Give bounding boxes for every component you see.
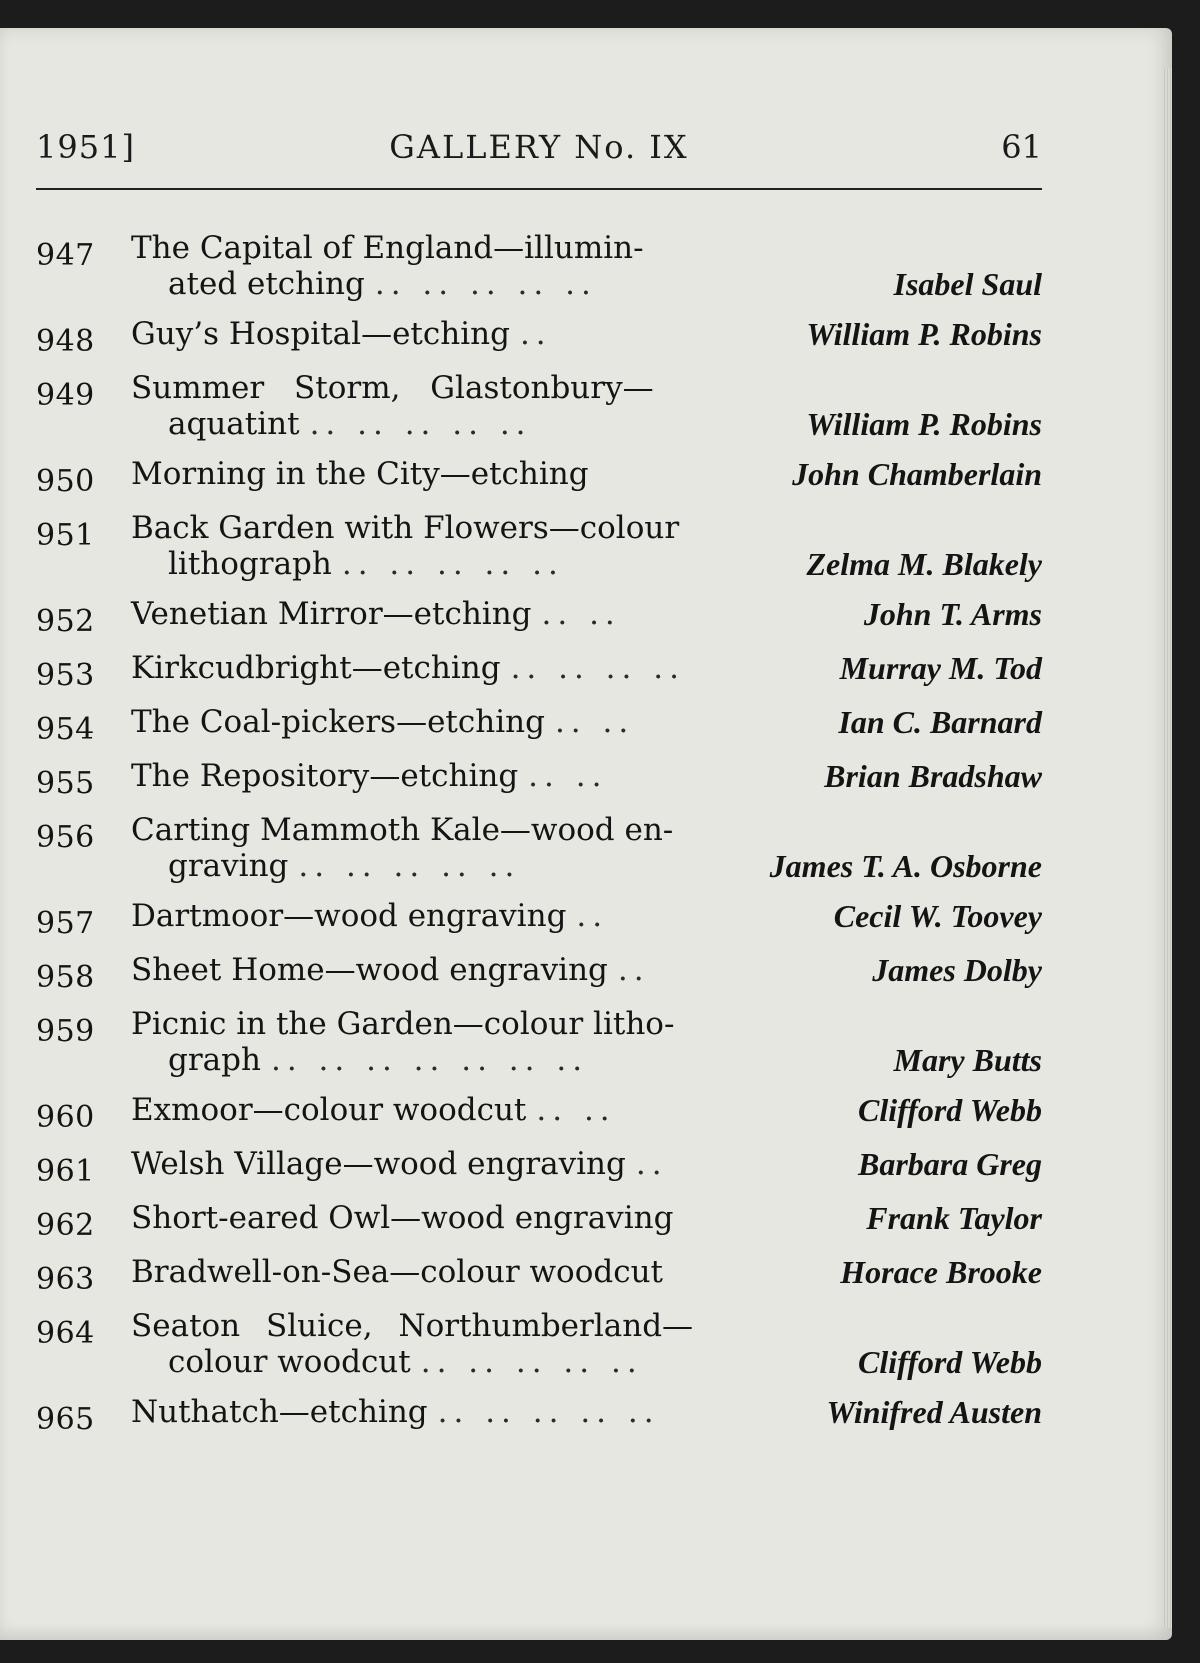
dot-leader: .. .. .. .. ..: [298, 848, 521, 884]
artist-name: Mary Butts: [893, 1042, 1042, 1078]
artist-name: Zelma M. Blakely: [806, 546, 1042, 582]
entry-number: 964: [36, 1316, 95, 1351]
entry-title-continued: colour woodcut: [168, 1344, 411, 1380]
entry-title: Short-eared Owl—wood engraving: [131, 1200, 674, 1236]
catalogue-entry: [36, 316, 1042, 359]
dot-leader: .. ..: [541, 596, 621, 632]
artist-name: Ian C. Barnard: [838, 704, 1042, 740]
catalogue-entry: [36, 1146, 1042, 1189]
entry-title: Kirkcudbright—etching: [131, 650, 501, 686]
entry-number: 947: [36, 238, 95, 273]
dot-leader: .. .. .. .. ..: [309, 406, 532, 442]
catalogue-entry: [36, 370, 1042, 442]
artist-name: John Chamberlain: [792, 456, 1042, 492]
catalogue-entry: [36, 510, 1042, 582]
entry-title: Dartmoor—wood engraving: [131, 898, 567, 934]
catalogue-list: [36, 206, 1042, 1437]
entry-title-continued: graving: [168, 848, 289, 884]
header-rule: [36, 188, 1042, 190]
artist-name: Clifford Webb: [857, 1344, 1042, 1380]
artist-name: James Dolby: [872, 952, 1042, 988]
artist-name: James T. A. Osborne: [769, 848, 1042, 884]
catalogue-entry: [36, 898, 1042, 941]
entry-title: Carting Mammoth Kale—wood en-: [131, 812, 674, 848]
entry-number: 961: [36, 1154, 95, 1189]
dot-leader: ..: [635, 1146, 668, 1182]
entry-title: Back Garden with Flowers—colour: [131, 510, 680, 546]
book-page: [0, 28, 1172, 1640]
dot-leader: .. .. .. .. ..: [341, 546, 564, 582]
header-title: GALLERY No. IX: [389, 128, 689, 166]
catalogue-entry: [36, 952, 1042, 995]
header-year: 1951]: [36, 128, 135, 166]
entry-number: 952: [36, 604, 95, 639]
artist-name: Isabel Saul: [893, 266, 1042, 302]
running-header: [36, 128, 1042, 178]
catalogue-entry: [36, 1006, 1042, 1078]
artist-name: Frank Taylor: [866, 1200, 1042, 1236]
artist-name: William P. Robins: [806, 316, 1042, 352]
artist-name: Barbara Greg: [857, 1146, 1042, 1182]
entry-title: Exmoor—colour woodcut: [131, 1092, 527, 1128]
dot-leader: .. .. .. .. .. .. ..: [270, 1042, 589, 1078]
entry-number: 949: [36, 378, 95, 413]
entry-number: 963: [36, 1262, 95, 1297]
entry-number: 965: [36, 1402, 95, 1437]
entry-number: 958: [36, 960, 95, 995]
entry-title: Guy’s Hospital—etching: [131, 316, 510, 352]
dot-leader: ..: [617, 952, 650, 988]
catalogue-entry: [36, 812, 1042, 884]
dot-leader: .. ..: [528, 758, 608, 794]
entry-number: 953: [36, 658, 95, 693]
page-number: 61: [1001, 128, 1042, 166]
dot-leader: [589, 456, 793, 492]
entry-title: Venetian Mirror—etching: [131, 596, 532, 632]
artist-name: John T. Arms: [863, 596, 1042, 632]
page-edge: [1162, 68, 1172, 1628]
dot-leader: ..: [576, 898, 609, 934]
entry-number: 955: [36, 766, 95, 801]
artist-name: Brian Bradshaw: [824, 758, 1042, 794]
entry-title: Picnic in the Garden—colour litho-: [131, 1006, 675, 1042]
entry-number: 956: [36, 820, 95, 855]
entry-title: Summer Storm, Glastonbury—: [131, 370, 654, 406]
entry-title: The Coal-pickers—etching: [131, 704, 545, 740]
entry-title-continued: graph: [168, 1042, 261, 1078]
entry-number: 954: [36, 712, 95, 747]
catalogue-entry: [36, 230, 1042, 302]
artist-name: Horace Brooke: [840, 1254, 1042, 1290]
catalogue-entry: [36, 456, 1042, 499]
entry-number: 948: [36, 324, 95, 359]
artist-name: Winifred Austen: [826, 1394, 1042, 1430]
catalogue-entry: [36, 1092, 1042, 1135]
entry-number: 950: [36, 464, 95, 499]
entry-title: Bradwell-on-Sea—colour woodcut: [131, 1254, 664, 1290]
entry-title: The Capital of England—illumin-: [131, 230, 644, 266]
entry-title: Welsh Village—wood engraving: [131, 1146, 626, 1182]
catalogue-entry: [36, 1394, 1042, 1437]
dot-leader: .. .. .. .. ..: [437, 1394, 660, 1430]
dot-leader: [673, 1200, 866, 1236]
entry-title: Nuthatch—etching: [131, 1394, 428, 1430]
catalogue-entry: [36, 596, 1042, 639]
dot-leader: ..: [519, 316, 552, 352]
artist-name: Clifford Webb: [857, 1092, 1042, 1128]
catalogue-entry: [36, 1308, 1042, 1380]
entry-number: 959: [36, 1014, 95, 1049]
dot-leader: .. .. .. .. ..: [420, 1344, 643, 1380]
dot-leader: .. ..: [536, 1092, 616, 1128]
entry-title-continued: ated etching: [168, 266, 365, 302]
dot-leader: [663, 1254, 840, 1290]
catalogue-entry: [36, 704, 1042, 747]
entry-number: 962: [36, 1208, 95, 1243]
entry-title: Sheet Home—wood engraving: [131, 952, 608, 988]
artist-name: Murray M. Tod: [839, 650, 1042, 686]
catalogue-entry: [36, 758, 1042, 801]
entry-title-continued: lithograph: [168, 546, 332, 582]
catalogue-entry: [36, 1254, 1042, 1297]
entry-title: The Repository—etching: [131, 758, 519, 794]
dot-leader: .. ..: [554, 704, 635, 740]
entry-title: Seaton Sluice, Northumberland—: [131, 1308, 694, 1344]
artist-name: William P. Robins: [806, 406, 1042, 442]
artist-name: Cecil W. Toovey: [833, 898, 1042, 934]
entry-title: Morning in the City—etching: [131, 456, 589, 492]
dot-leader: .. .. .. ..: [510, 650, 685, 686]
entry-title-continued: aquatint: [168, 406, 300, 442]
entry-number: 960: [36, 1100, 95, 1135]
catalogue-entry: [36, 1200, 1042, 1243]
catalogue-entry: [36, 650, 1042, 693]
entry-number: 951: [36, 518, 95, 553]
dot-leader: .. .. .. .. ..: [374, 266, 597, 302]
entry-number: 957: [36, 906, 95, 941]
